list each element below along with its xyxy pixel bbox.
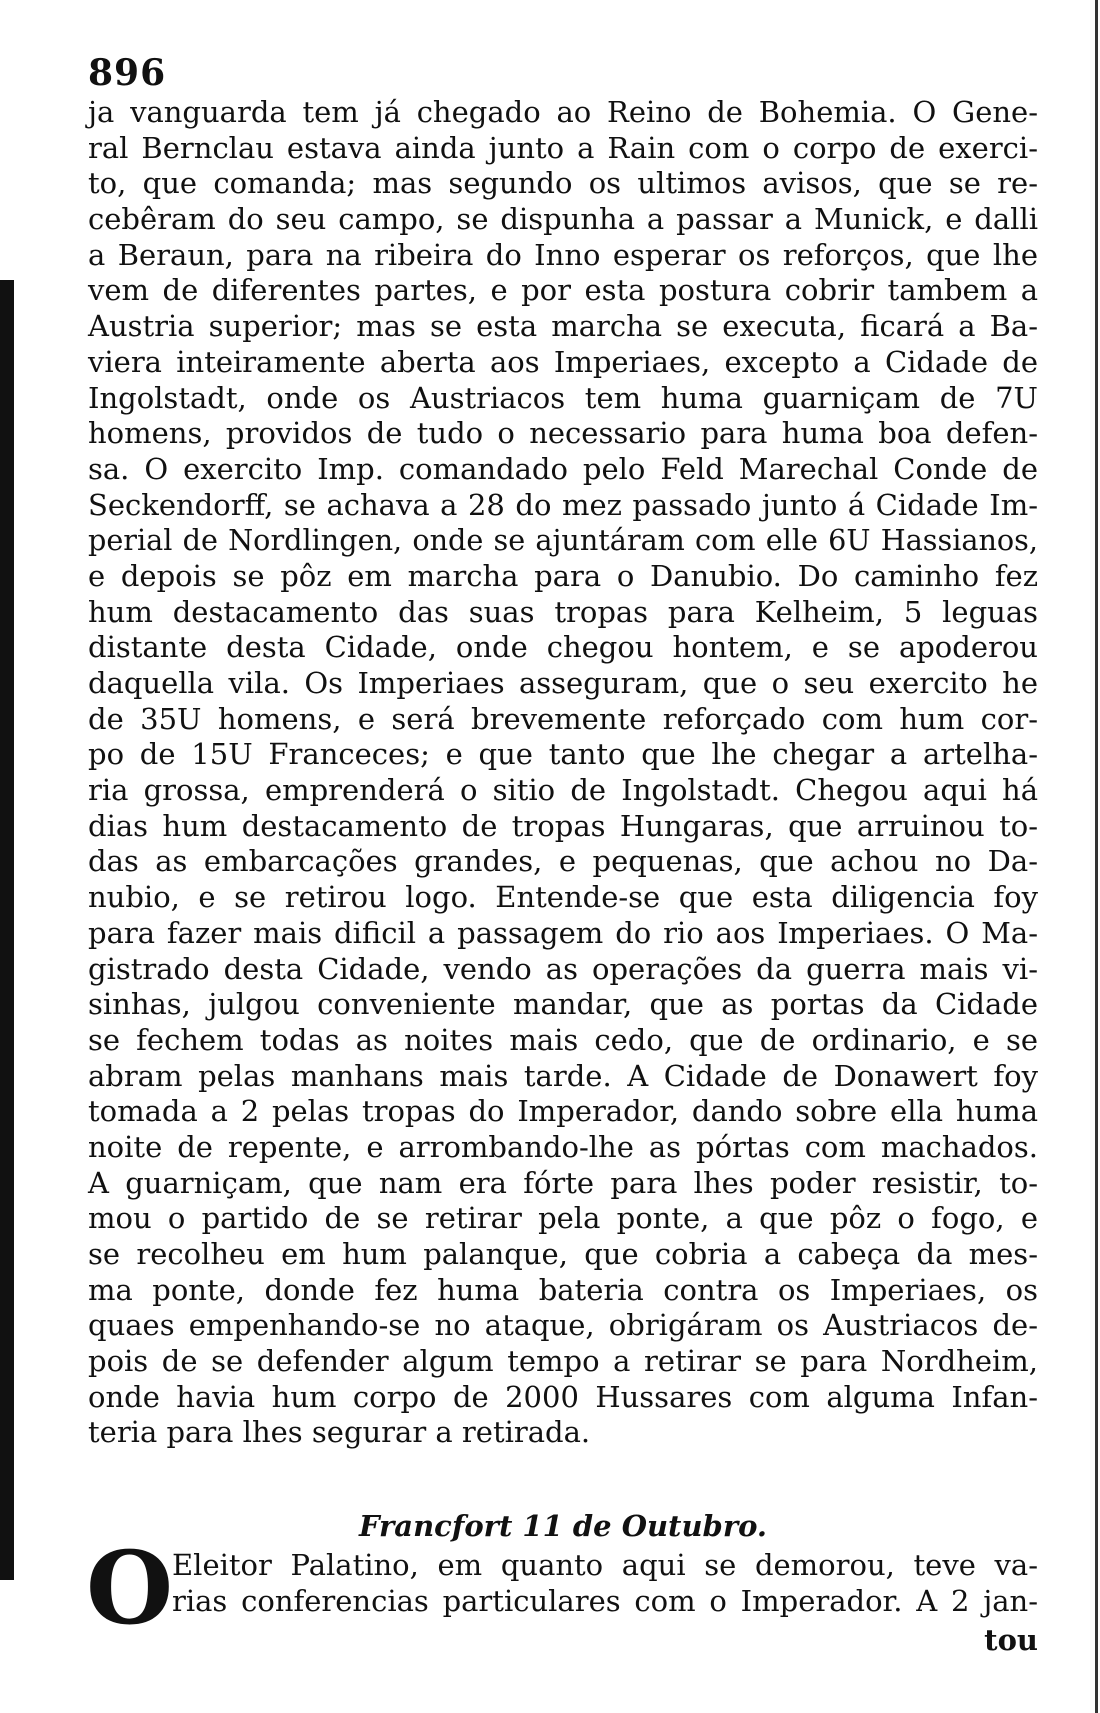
page-gutter [0,0,22,1713]
text-line: teria para lhes segurar a retirada. [88,1415,591,1450]
text-line: para fazer mais dificil a passagem do rio aos Imperiaes. O Ma- [88,915,1038,950]
text-line: cebêram do seu campo, se dispunha a passar a Munick, e dalli [88,202,1038,237]
page-number: 896 [88,52,167,94]
text-line: quaes empenhando-se no ataque, obrigáram os Austriacos de- [88,1308,1038,1343]
text-line: vem de diferentes partes, e por esta postura cobrir tambem a [88,273,1038,308]
page-edge [1095,0,1098,1713]
text-line: onde havia hum corpo de 2000 Hussares com alguma Infan- [88,1379,1038,1414]
text-line: e depois se pôz em marcha para o Danubio. Do caminho fez [88,558,1038,593]
drop-cap: O [86,1529,174,1647]
dateline-heading: Francfort 11 de Outubro. [358,1509,768,1543]
text-line: to, que comanda; mas segundo os ultimos avisos, que se re- [88,166,1038,201]
text-line: abram pelas manhans mais tarde. A Cidade de Donawert foy [88,1058,1038,1093]
text-line: Austria superior; mas se esta marcha se executa, ficará a Ba- [88,309,1038,344]
text-line: das as embarcações grandes, e pequenas, que achou no Da- [88,844,1038,879]
text-line: a Beraun, para na ribeira do Inno esperar os reforços, que lhe [88,237,1038,272]
text-line: Eleitor Palatino, em quanto aqui se demorou, teve va- [172,1548,1038,1582]
text-line: po de 15U Franceces; e que tanto que lhe chegar a artelha- [88,737,1038,772]
text-line: se recolheu em hum palanque, que cobria a cabeça da mes- [88,1237,1038,1271]
paragraph-opening [172,1548,1038,1619]
text-line: homens, providos de tudo o necessario para huma boa defen- [88,416,1038,451]
text-line: perial de Nordlingen, onde se ajuntáram com elle 6U Hassianos, [88,523,1038,558]
text-line: se fechem todas as noites mais cedo, que de ordinario, e se [88,1022,1038,1057]
text-line: nubio, e se retirou logo. Entende-se que esta diligencia foy [88,880,1038,915]
text-line: ria grossa, emprenderá o sitio de Ingolstadt. Chegou aqui há [88,773,1038,808]
text-line: sa. O exercito Imp. comandado pelo Feld Marechal Conde de [88,451,1038,486]
text-line: ja vanguarda tem já chegado ao Reino de Bohemia. O Gene- [88,95,1038,129]
text-line: rias conferencias particulares com o Imperador. A 2 jan- [172,1583,1038,1618]
body-text [88,95,1038,1451]
text-line: daquella vila. Os Imperiaes asseguram, que o seu exercito he [88,666,1038,700]
text-line: viera inteiramente aberta aos Imperiaes, excepto a Cidade de [88,344,1038,379]
text-line: dias hum destacamento de tropas Hungaras, que arruinou to- [88,808,1038,843]
text-line: Ingolstadt, onde os Austriacos tem huma guarniçam de 7U [88,380,1038,415]
text-line: tomada a 2 pelas tropas do Imperador, dando sobre ella huma [88,1094,1038,1129]
binding-shadow [0,280,14,1580]
text-line: de 35U homens, e será brevemente reforçado com hum cor- [88,701,1038,736]
text-line: pois de se defender algum tempo a retirar se para Nordheim, [88,1344,1038,1379]
text-line: sinhas, julgou conveniente mandar, que as portas da Cidade [88,987,1038,1022]
text-line: hum destacamento das suas tropas para Kelheim, 5 leguas [88,594,1038,629]
text-line: distante desta Cidade, onde chegou hontem, e se apoderou [88,630,1038,665]
text-line: ral Bernclau estava ainda junto a Rain com o corpo de exerci- [88,130,1038,165]
text-line: mou o partido de se retirar pela ponte, a que pôz o fogo, e [88,1201,1038,1236]
text-line: gistrado desta Cidade, vendo as operações da guerra mais vi- [88,951,1038,986]
text-line: Seckendorff, se achava a 28 do mez passado junto á Cidade Im- [88,487,1038,522]
text-line: ma ponte, donde fez huma bateria contra os Imperiaes, os [88,1272,1038,1307]
catch-word: tou [984,1623,1038,1657]
text-line: noite de repente, e arrombando-lhe as pórtas com machados. [88,1129,1038,1164]
text-line: A guarniçam, que nam era fórte para lhes poder resistir, to- [88,1165,1038,1200]
